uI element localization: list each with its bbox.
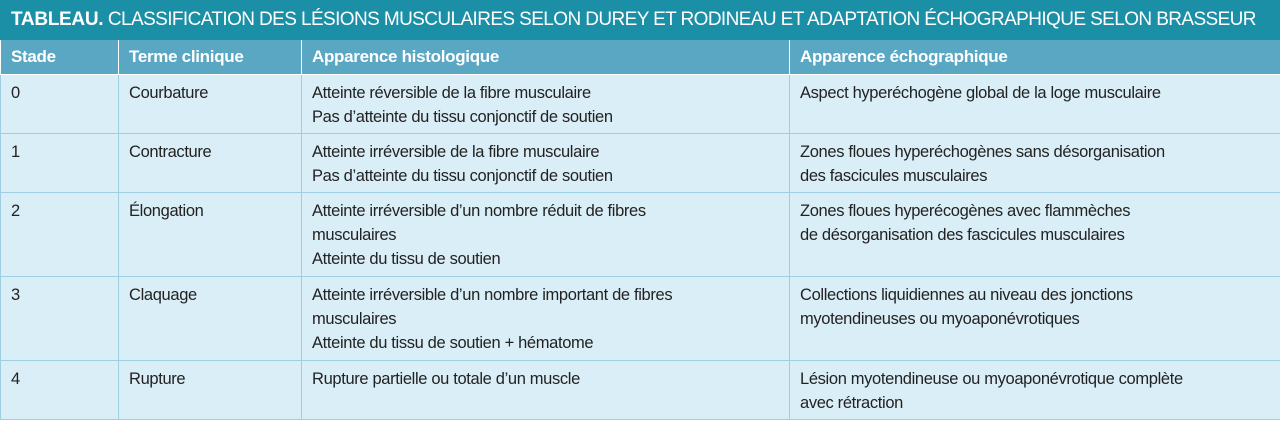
cell-echo <box>790 75 1280 134</box>
header-stade: Stade <box>1 40 119 75</box>
histo-line: Atteinte du tissu de soutien + hématome <box>312 334 594 352</box>
cell-histo <box>302 134 790 193</box>
cell-echo <box>790 193 1280 277</box>
histo-line: Atteinte réversible de la fibre musculaire <box>312 84 591 102</box>
table-row <box>1 361 1280 420</box>
cell-histo <box>302 361 790 420</box>
table-row <box>1 75 1280 134</box>
table-row <box>1 277 1280 361</box>
table-header-row <box>1 40 1280 75</box>
cell-terme: Claquage <box>119 277 302 361</box>
header-terme-clinique: Terme clinique <box>119 40 302 75</box>
histo-line: Atteinte du tissu de soutien <box>312 250 501 268</box>
cell-terme: Rupture <box>119 361 302 420</box>
table-title-text: CLASSIFICATION DES LÉSIONS MUSCULAIRES SELON DUREY ET RODINEAU ET ADAPTATION ÉCHOGRAPHIQUE SELON BRASSEUR <box>103 9 1256 30</box>
cell-stade: 0 <box>1 75 119 134</box>
cell-stade: 4 <box>1 361 119 420</box>
histo-line: Atteinte irréversible de la fibre musculaire <box>312 143 600 161</box>
histo-line: Pas d’atteinte du tissu conjonctif de soutien <box>312 108 613 126</box>
cell-echo <box>790 134 1280 193</box>
cell-histo <box>302 193 790 277</box>
table-row <box>1 134 1280 193</box>
echo-line: des fascicules musculaires <box>800 167 988 185</box>
histo-line: Atteinte irréversible d’un nombre réduit de fibres musculaires <box>312 202 646 244</box>
echo-line: Collections liquidiennes au niveau des jonctions <box>800 286 1133 304</box>
histo-line: Pas d’atteinte du tissu conjonctif de soutien <box>312 167 613 185</box>
cell-terme: Courbature <box>119 75 302 134</box>
table-title <box>0 0 1280 40</box>
echo-line: Zones floues hyperéchogènes sans désorganisation <box>800 143 1165 161</box>
table-row <box>1 193 1280 277</box>
cell-stade: 2 <box>1 193 119 277</box>
table-title-lead: TABLEAU. <box>11 9 104 30</box>
cell-stade: 1 <box>1 134 119 193</box>
echo-line: de désorganisation des fascicules musculaires <box>800 226 1125 244</box>
echo-line: avec rétraction <box>800 394 903 412</box>
cell-terme: Élongation <box>119 193 302 277</box>
cell-histo <box>302 75 790 134</box>
echo-line: Zones floues hyperécogènes avec flammèches <box>800 202 1131 220</box>
cell-echo <box>790 361 1280 420</box>
histo-line: Atteinte irréversible d’un nombre important de fibres musculaires <box>312 286 673 328</box>
cell-echo <box>790 277 1280 361</box>
lesions-table <box>0 40 1280 420</box>
header-apparence-echographique: Apparence échographique <box>790 40 1280 75</box>
histo-line: Rupture partielle ou totale d’un muscle <box>312 370 580 388</box>
cell-terme: Contracture <box>119 134 302 193</box>
echo-line: myotendineuses ou myoaponévrotiques <box>800 310 1080 328</box>
cell-histo <box>302 277 790 361</box>
header-apparence-histologique: Apparence histologique <box>302 40 790 75</box>
echo-line: Aspect hyperéchogène global de la loge musculaire <box>800 84 1161 102</box>
cell-stade: 3 <box>1 277 119 361</box>
echo-line: Lésion myotendineuse ou myoaponévrotique complète <box>800 370 1183 388</box>
